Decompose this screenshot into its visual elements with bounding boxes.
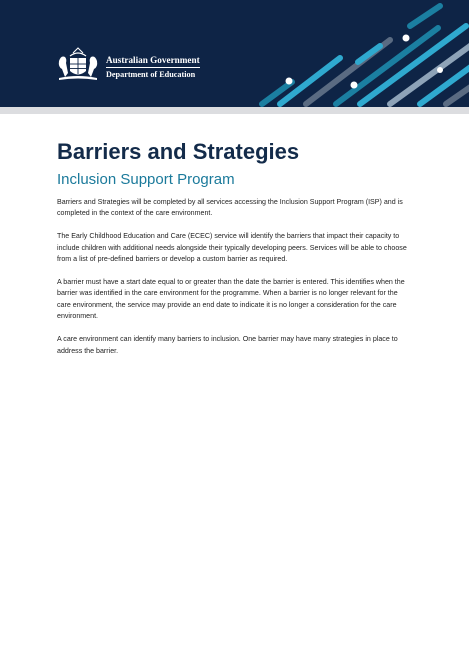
page-title: Barriers and Strategies xyxy=(57,139,300,164)
stripe-dot xyxy=(351,82,358,89)
header-divider xyxy=(0,107,469,114)
stripe xyxy=(420,66,469,104)
department-name: Department of Education xyxy=(106,70,196,80)
stripe-dot xyxy=(286,78,293,85)
government-name: Australian Government xyxy=(106,56,200,68)
paragraph: The Early Childhood Education and Care (ECEC) service will identify the barriers that impact their capacity to include children with additional needs alongside their typically developing peers. Services will be able to choose from a list of pre-defined barriers or develop a custom barrier as required. xyxy=(57,232,407,264)
stripe xyxy=(410,6,440,26)
stripe xyxy=(446,86,469,104)
coat-of-arms-icon xyxy=(55,47,101,83)
stripe xyxy=(360,26,466,104)
paragraph: Barriers and Strategies will be completed by all services accessing the Inclusion Support Program (ISP) and is completed in the context of the care environment. xyxy=(57,198,403,218)
paragraph: A barrier must have a start date equal to or greater than the date the barrier is entered. This identifies when the barrier was identified in the care environment for the programme. When a barrier is no longer relevant for the care environment, the service may provide an end date to indicate it is no longer a consideration for the care environment. xyxy=(57,278,405,321)
paragraph: A care environment can identify many barriers to inclusion. One barrier may have many strategies in place to address the barrier. xyxy=(57,335,398,355)
page-subtitle: Inclusion Support Program xyxy=(57,171,235,188)
stripe-dot xyxy=(403,35,410,42)
header-banner xyxy=(0,0,469,107)
decorative-stripes xyxy=(240,0,469,107)
government-wordmark xyxy=(106,56,200,79)
stripe-dot xyxy=(437,67,443,73)
body-content xyxy=(57,197,413,368)
